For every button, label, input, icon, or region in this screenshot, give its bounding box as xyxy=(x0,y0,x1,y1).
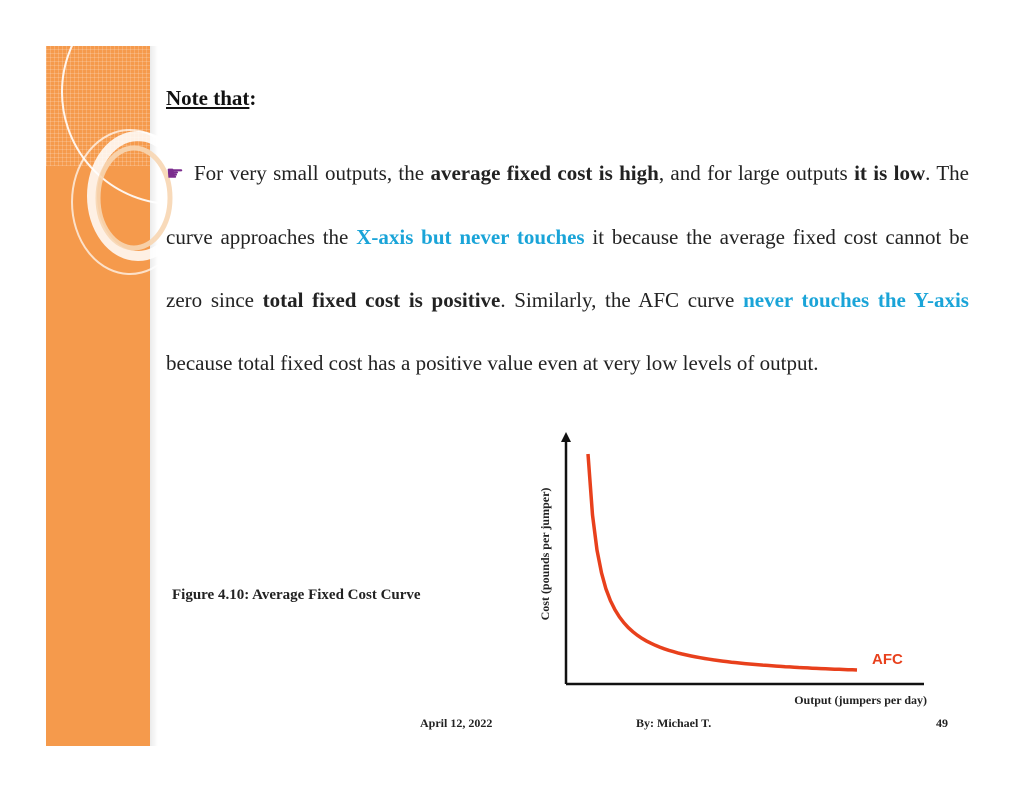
slide xyxy=(46,46,978,746)
y-axis-label: Cost (pounds per jumper) xyxy=(538,487,552,621)
footer-date: April 12, 2022 xyxy=(420,716,493,730)
body-paragraph xyxy=(166,142,969,395)
page-number: 49 xyxy=(936,716,948,730)
para-text-3: . The curve approaches the xyxy=(166,161,969,249)
afc-curve xyxy=(588,454,857,670)
heading-colon: : xyxy=(249,86,257,110)
para-blue-1: X-axis but never touches xyxy=(356,225,585,249)
para-bold-1: average fixed cost is high xyxy=(430,161,659,185)
afc-series-label: AFC xyxy=(872,651,903,668)
para-blue-2: never touches the Y-axis xyxy=(743,288,969,312)
afc-chart xyxy=(532,432,932,712)
figure-caption: Figure 4.10: Average Fixed Cost Curve xyxy=(172,587,421,603)
para-text-6: because total fixed cost has a positive value even at very low levels of output. xyxy=(166,351,819,375)
para-text-4: it because the average fixed cost cannot be zero since xyxy=(166,225,969,312)
para-bold-3: total fixed cost is positive xyxy=(262,288,501,312)
para-bold-2: it is low xyxy=(854,161,926,185)
para-text-2: , and for large outputs xyxy=(658,161,855,185)
page-title xyxy=(166,86,256,111)
heading-text: Note that xyxy=(166,86,250,110)
pointing-hand-icon: ☛ xyxy=(166,163,184,185)
footer-author: By: Michael T. xyxy=(636,716,712,730)
para-text-5: . Similarly, the AFC curve xyxy=(500,288,744,312)
x-axis-label: Output (jumpers per day) xyxy=(794,693,927,707)
y-axis-arrow xyxy=(561,432,571,442)
para-text-1: For very small outputs, the xyxy=(193,161,431,185)
